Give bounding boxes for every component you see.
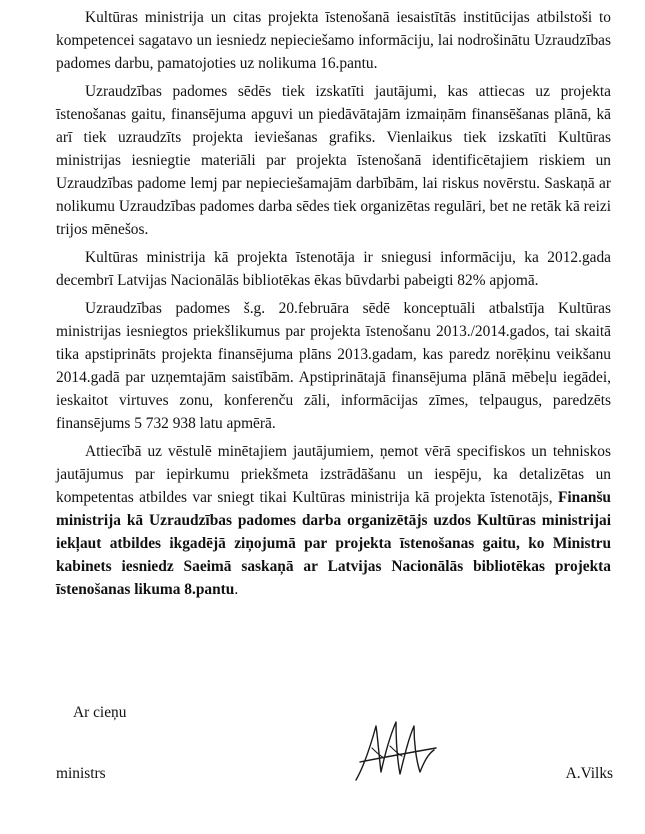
paragraph-1: Kultūras ministrija un citas projekta īstenošanā iesaistītās institūcijas atbilstoši to kompetencei sagatavo un iesniedz nepieciešamo informāciju, lai nodrošinātu Uzraudzības padomes darbu, pamatojoties uz nolikuma 16.pantu. [56, 9, 611, 72]
letter-body [56, 6, 611, 606]
signatory-name: A.Vilks [565, 765, 613, 782]
paragraph-3: Kultūras ministrija kā projekta īstenotāja ir sniegusi informāciju, ka 2012.gada decembrī Latvijas Nacionālās bibliotēkas ēkas būvdarbi pabeigti 82% apjomā. [56, 249, 611, 289]
paragraph-5-text: Attiecībā uz vēstulē minētajiem jautājumiem, ņemot vērā specifiskos un tehniskos jautājumus par iepirkumu priekšmeta izstrādāšanu un iespēju, ka detalizētas un kompetentas atbildes var sniegt tikai Kultūras ministrija kā projekta īstenotājs, [56, 443, 611, 506]
paragraph-4: Uzraudzības padomes š.g. 20.februāra sēdē konceptuāli atbalstīja Kultūras ministrijas iesniegtos priekšlikumus par projekta īstenošanu 2013./2014.gados, tai skaitā tika apstiprināts projekta finansējuma plāns 2013.gadam, kas paredz norēķinu veikšanu 2014.gadā par uzņemtajām saistībām. Apstiprinātajā finansējuma plānā mēbeļu iegādei, ieskaitot virtuves zonu, konferenču zāli, informācijas zīmes, telpaugus, paredzēts finansējums 5 732 938 latu apmērā. [56, 300, 611, 432]
closing-salutation: Ar cieņu [73, 704, 127, 721]
paragraph-2: Uzraudzības padomes sēdēs tiek izskatīti jautājumi, kas attiecas uz projekta īstenošanas gaitu, finansējuma apguvi un piedāvātajām izmaiņām finansēšanas plānā, kā arī tiek uzraudzīts projekta ieviešanas grafiks. Vienlaikus tiek izskatīti Kultūras ministrijas iesniegtie materiāli par projekta īstenošanā identificētajiem riskiem un Uzraudzības padome lemj par nepieciešamajām darbībām, lai riskus novērstu. Saskaņā ar nolikumu Uzraudzības padomes darba sēdes tiek organizētas regulāri, bet ne retāk kā reizi trijos mēnešos. [56, 83, 611, 238]
signatory-position: ministrs [56, 765, 106, 782]
handwritten-signature [350, 718, 445, 786]
paragraph-5-bold-text: Finanšu ministrija kā Uzraudzības padomes darba organizētājs uzdos Kultūras ministrijai iekļaut atbildes ikgadējā ziņojumā par projekta īstenošanas gaitu, ko Ministru kabinets iesniedz Saeimā saskaņā ar Latvijas Nacionālās bibliotēkas projekta īstenošanas likuma 8.pantu [56, 489, 611, 598]
paragraph-5-tail: . [234, 581, 239, 598]
paragraph-5 [56, 440, 611, 601]
